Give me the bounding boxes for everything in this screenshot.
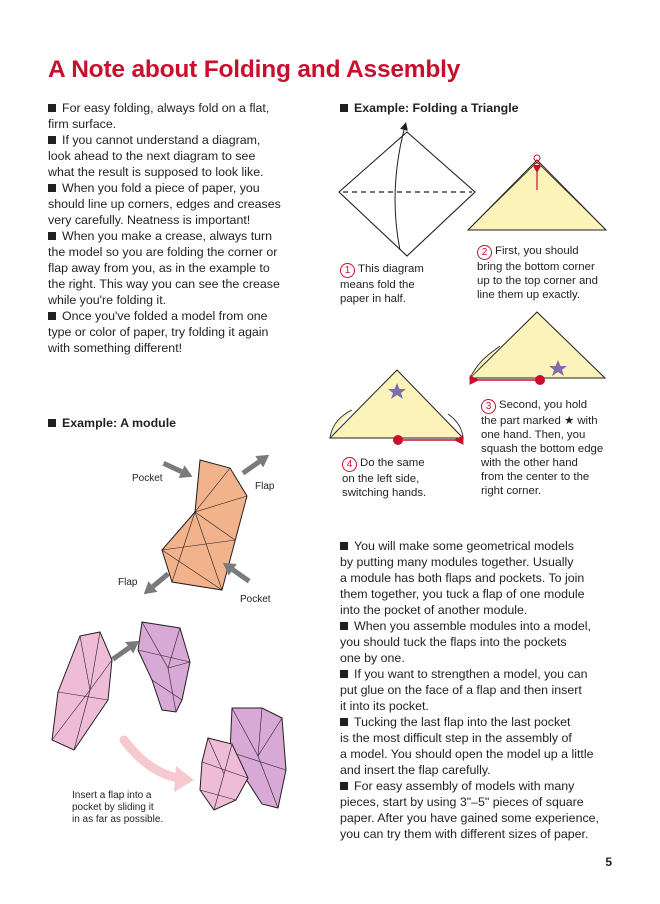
arrow-head-icon: [174, 766, 194, 792]
step-line: with the other hand: [481, 457, 578, 469]
step-line: squash the bottom edge: [481, 443, 604, 455]
step-1-text: [340, 262, 424, 306]
assembly-tips: [340, 538, 636, 842]
tip-line: one by one.: [340, 651, 405, 665]
step-number-badge: 4: [342, 457, 357, 472]
tip-line: For easy assembly of models with many: [354, 779, 575, 793]
step-line: on the left side,: [342, 473, 420, 485]
step-line: Do the same: [360, 457, 425, 469]
bullet-square-icon: [340, 542, 348, 550]
label-pocket-bottom: Pocket: [240, 594, 271, 605]
step-line: line them up exactly.: [477, 289, 580, 301]
module-example-heading: Example: A module: [48, 416, 176, 430]
tip-line: the right. This way you can see the crease: [48, 277, 280, 291]
tip-line: with something different!: [48, 341, 183, 355]
step-line: right corner.: [481, 485, 542, 497]
tip-line: When you make a crease, always turn: [62, 229, 273, 243]
tip-line: what the result is supposed to look like.: [48, 165, 264, 179]
arrow-icon: [161, 457, 196, 483]
step-line: First, you should: [495, 245, 579, 257]
step-line: up to the top corner and: [477, 275, 598, 287]
step-4-text: [342, 456, 426, 500]
step-number-badge: 3: [481, 399, 496, 414]
tip-line: it into its pocket.: [340, 699, 429, 713]
bullet-square-icon: [340, 782, 348, 790]
tip-line: put glue on the face of a flap and then insert: [340, 683, 582, 697]
bullet-square-icon: [340, 622, 348, 630]
module-diagram-purple: [138, 622, 190, 712]
diagram-step-1: [339, 126, 475, 256]
step-line: the part marked ★ with: [481, 415, 598, 427]
step-line: paper in half.: [340, 293, 406, 305]
tip-line: and insert the flap carefully.: [340, 763, 491, 777]
tip-10: [340, 778, 636, 842]
step-line: means fold the: [340, 279, 415, 291]
caption-line: in as far as possible.: [72, 814, 164, 825]
tip-line: very carefully. Neatness is important!: [48, 213, 251, 227]
step-number-badge: 2: [477, 245, 492, 260]
page-title: A Note about Folding and Assembly: [48, 56, 461, 83]
tip-line: For easy folding, always fold on a flat,: [62, 101, 270, 115]
caption-line: Insert a flap into a: [72, 790, 152, 801]
triangle-example-heading: Example: Folding a Triangle: [340, 101, 519, 115]
tip-line: you should tuck the flaps into the pockets: [340, 635, 567, 649]
step-line: from the center to the: [481, 471, 590, 483]
bullet-square-icon: [340, 670, 348, 678]
diagram-step-4: [330, 370, 463, 445]
tip-line: Tucking the last flap into the last pocket: [354, 715, 571, 729]
tip-line: look ahead to the next diagram to see: [48, 149, 256, 163]
tip-line: while you're folding it.: [48, 293, 167, 307]
tip-line: paper. After you have gained some experience,: [340, 811, 599, 825]
bullet-square-icon: [340, 718, 348, 726]
tip-line: by putting many modules together. Usually: [340, 555, 574, 569]
tip-line: is the most difficult step in the assembly of: [340, 731, 572, 745]
tip-line: If you cannot understand a diagram,: [62, 133, 261, 147]
tip-line: firm surface.: [48, 117, 117, 131]
tip-line: a model. You should open the model up a little: [340, 747, 594, 761]
step-line: bring the bottom corner: [477, 261, 595, 273]
step-line: Second, you hold: [499, 399, 588, 411]
arrow-icon: [239, 449, 273, 479]
diagram-step-3: [470, 312, 605, 385]
tip-line: pieces, start by using 3"–5" pieces of square: [340, 795, 584, 809]
tip-8: [340, 666, 636, 714]
tip-line: If you want to strengthen a model, you can: [354, 667, 588, 681]
tip-9: [340, 714, 636, 778]
label-flap-right: Flap: [255, 481, 275, 492]
tip-line: Once you've folded a model from one: [62, 309, 268, 323]
module-caption: [72, 790, 163, 826]
tip-line: type or color of paper, try folding it again: [48, 325, 269, 339]
step-number-badge: 1: [340, 263, 355, 278]
tip-line: you can try them with different sizes of paper.: [340, 827, 589, 841]
step-line: one hand. Then, you: [481, 429, 586, 441]
tip-line: You will make some geometrical models: [354, 539, 574, 553]
step-2-text: [477, 244, 598, 302]
tip-line: When you fold a piece of paper, you: [62, 181, 260, 195]
tip-line: should line up corners, edges and creases: [48, 197, 281, 211]
caption-line: pocket by sliding it: [72, 802, 154, 813]
tip-line: flap away from you, as in the example to: [48, 261, 270, 275]
arrow-icon: [139, 568, 173, 599]
page-number: 5: [605, 855, 612, 869]
tip-line: the model so you are folding the corner or: [48, 245, 278, 259]
insert-arrow-icon: [124, 740, 178, 778]
tip-line: a module has both flaps and pockets. To join: [340, 571, 585, 585]
tip-6: [340, 538, 636, 618]
step-line: switching hands.: [342, 487, 427, 499]
tip-line: into the pocket of another module.: [340, 603, 528, 617]
step-line: This diagram: [358, 263, 424, 275]
module-diagram-assembled: [200, 708, 286, 810]
label-pocket-top: Pocket: [132, 473, 163, 484]
label-flap-left: Flap: [118, 577, 138, 588]
tip-7: [340, 618, 636, 666]
diagram-step-2: [468, 155, 606, 230]
tip-line: them together, you tuck a flap of one module: [340, 587, 585, 601]
tip-line: When you assemble modules into a model,: [354, 619, 591, 633]
step-3-text: [481, 398, 603, 498]
module-diagram-pink: [52, 632, 112, 750]
